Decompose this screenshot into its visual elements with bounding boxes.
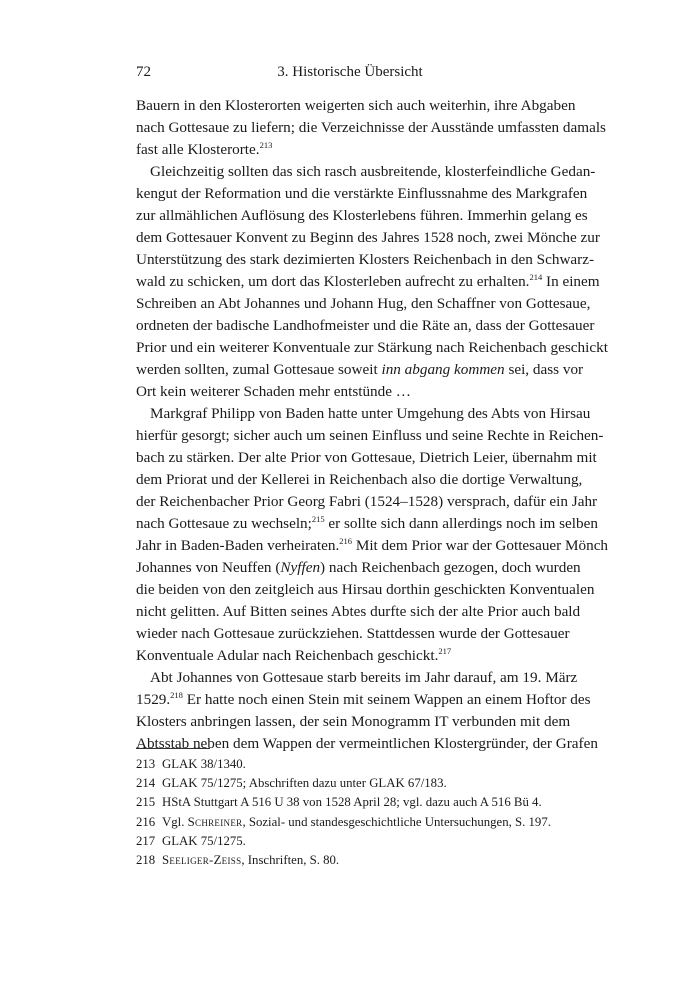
text-line	[136, 117, 606, 139]
text-segment: Bauern in den Klosterorten weigerten sich auch weiterhin, ihre Abgaben	[136, 97, 576, 114]
text-segment: nach Gottesaue zu wechseln;	[136, 515, 312, 532]
text-segment: dem Gottesauer Konvent zu Beginn des Jahres 1528 noch, zwei Mönche zur	[136, 229, 600, 246]
footnote-number: 213	[136, 757, 156, 771]
text-segment: Abtsstab neben dem Wappen der vermeintlichen Klostergründer, der Grafen	[136, 735, 598, 752]
text-segment: nach Gottesaue zu liefern; die Verzeichnisse der Ausstände umfassten damals	[136, 119, 606, 136]
text-line	[136, 447, 597, 469]
text-line	[136, 667, 578, 689]
page-number: 72	[136, 64, 151, 80]
text-line	[136, 205, 588, 227]
text-line	[136, 337, 608, 359]
text-segment: Abt Johannes von Gottesaue starb bereits im Jahr darauf, am 19. März	[150, 669, 578, 686]
text-line	[136, 645, 564, 667]
footnote-reference: 216	[339, 536, 353, 546]
footnote-number: 216	[136, 814, 156, 829]
text-line	[136, 623, 570, 645]
text-line	[136, 535, 609, 557]
text-line	[136, 249, 595, 271]
text-segment: Klosters anbringen lassen, der sein Monogramm IT verbunden mit dem	[136, 713, 571, 730]
text-segment: Markgraf Philipp von Baden hatte unter Umgehung des Abts von Hirsau	[150, 405, 591, 422]
footnote-reference: 214	[529, 272, 543, 282]
text-segment: GLAK 75/1275; Abschriften dazu unter GLAK 67/183.	[162, 776, 447, 791]
text-segment: fast alle Klosterorte.	[136, 141, 260, 158]
text-segment: Er hatte noch einen Stein mit seinem Wappen an einem Hoftor des	[182, 691, 591, 708]
footnote-number: 214	[136, 776, 156, 791]
text-segment: HStA Stuttgart A 516 U 38 von 1528 April 28; vgl. dazu auch A 516 Bü 4.	[162, 795, 542, 810]
text-segment: Jahr in Baden-Baden verheiraten.	[136, 537, 340, 554]
footnote	[136, 774, 564, 793]
text-line	[136, 293, 591, 315]
footnotes	[136, 755, 564, 870]
chapter-title: 3. Historische Übersicht	[277, 64, 423, 80]
text-line	[136, 161, 596, 183]
text-line	[136, 95, 576, 117]
text-segment: , Inschriften, S. 80.	[241, 852, 340, 867]
text-line	[136, 183, 588, 205]
author-name: Seeliger-Zeiss	[162, 852, 242, 867]
text-segment: kengut der Reformation und die verstärkte Einflussnahme des Markgrafen	[136, 185, 588, 202]
text-line	[136, 227, 600, 249]
text-segment: der Reichenbacher Prior Georg Fabri (1524–1528) versprach, dafür ein Jahr	[136, 493, 598, 510]
text-segment: er sollte sich dann allerdings noch im selben	[324, 515, 598, 532]
running-head	[136, 61, 564, 83]
author-name: Schreiner	[187, 814, 243, 829]
footnote-reference: 218	[170, 690, 183, 700]
text-line	[136, 315, 595, 337]
italic-text: Nyffen	[280, 559, 321, 576]
text-segment: nicht gelitten. Auf Bitten seines Abtes durfte sich der alte Prior auch bald	[136, 603, 581, 620]
text-line	[136, 381, 564, 403]
text-segment: Johannes von Neuffen (	[136, 559, 281, 576]
text-line	[136, 689, 591, 711]
text-segment: Schreiben an Abt Johannes und Johann Hug, den Schaffner von Gottesaue,	[136, 295, 591, 312]
text-line	[136, 579, 595, 601]
text-line	[136, 359, 584, 381]
text-segment: hierfür gesorgt; sicher auch um seinen Einfluss und seine Rechte in Reichen-	[136, 427, 604, 444]
text-segment: 1529.	[136, 691, 171, 708]
text-segment: die beiden von den zeitgleich aus Hirsau dorthin geschickten Konventualen	[136, 581, 595, 598]
text-line	[136, 601, 581, 623]
text-segment: dem Priorat und der Kellerei in Reichenbach also die dortige Verwaltung,	[136, 471, 583, 488]
text-line	[136, 403, 591, 425]
footnote-reference: 217	[438, 646, 452, 656]
footnote	[136, 793, 564, 812]
text-segment: Prior und ein weiterer Konventuale zur Stärkung nach Reichenbach geschickt	[136, 339, 608, 356]
footnote-separator	[136, 748, 210, 749]
text-segment: GLAK 75/1275.	[162, 833, 246, 848]
text-line	[136, 557, 581, 579]
text-segment: Vgl.	[162, 814, 188, 829]
footnote-number: 217	[136, 833, 156, 848]
text-segment: , Sozial- und standesgeschichtliche Untersuchungen, S. 197.	[242, 814, 551, 829]
text-segment: GLAK 38/1340.	[162, 757, 246, 771]
text-segment: ) nach Reichenbach gezogen, doch wurden	[320, 559, 581, 576]
text-line	[136, 139, 564, 161]
footnote	[136, 832, 564, 851]
footnote-reference: 215	[311, 514, 325, 524]
text-line	[136, 711, 571, 733]
text-segment: wieder nach Gottesaue zurückziehen. Stattdessen wurde der Gottesauer	[136, 625, 570, 642]
text-segment: zur allmählichen Auflösung des Klosterlebens führen. Immerhin gelang es	[136, 207, 588, 224]
footnote	[136, 851, 564, 870]
body-text	[136, 95, 609, 755]
text-line	[136, 491, 598, 513]
text-segment: bach zu stärken. Der alte Prior von Gottesaue, Dietrich Leier, übernahm mit	[136, 449, 597, 466]
text-segment: sei, dass vor	[504, 361, 584, 378]
footnote-number: 215	[136, 795, 156, 810]
text-segment: Mit dem Prior war der Gottesauer Mönch	[352, 537, 609, 554]
italic-text: inn abgang kommen	[381, 361, 505, 378]
text-segment: wald zu schicken, um dort das Klosterleben aufrecht zu erhalten.	[136, 273, 530, 290]
text-segment: ordneten der badische Landhofmeister und die Räte an, dass der Gottesauer	[136, 317, 595, 334]
text-segment: Konventuale Adular nach Reichenbach geschickt.	[136, 647, 439, 664]
text-line	[136, 271, 600, 293]
footnote-number: 218	[136, 852, 156, 867]
footnote	[136, 755, 564, 774]
text-segment: werden sollten, zumal Gottesaue soweit	[136, 361, 382, 378]
text-segment: Unterstützung des stark dezimierten Klosters Reichenbach in den Schwarz-	[136, 251, 595, 268]
text-line	[136, 469, 583, 491]
text-line	[136, 425, 604, 447]
text-segment: In einem	[542, 273, 600, 290]
text-segment: Gleichzeitig sollten das sich rasch ausbreitende, klosterfeindliche Gedan-	[150, 163, 596, 180]
footnote-reference: 213	[259, 140, 273, 150]
text-line	[136, 733, 598, 755]
footnote	[136, 813, 564, 832]
text-line	[136, 513, 598, 535]
text-segment: Ort kein weiterer Schaden mehr entstünde …	[136, 383, 411, 400]
